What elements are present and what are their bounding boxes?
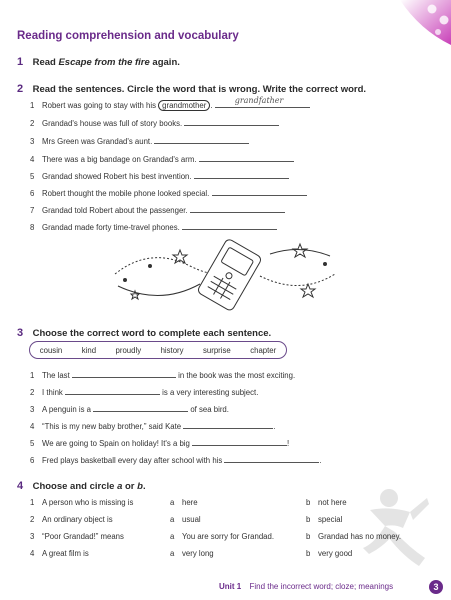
answer-line[interactable]	[224, 454, 319, 463]
answer-line[interactable]	[190, 204, 285, 213]
option-b[interactable]: b not here	[306, 498, 347, 507]
handwritten-answer: grandfather	[234, 96, 284, 105]
list-item: 4 “This is my new baby brother,” said Kate .	[30, 422, 276, 431]
page-footer	[219, 582, 393, 591]
list-item: 6 Fred plays basketball every day after school with his .	[30, 456, 322, 465]
answer-line[interactable]	[194, 170, 289, 179]
footer-description: Find the incorrect word; cloze; meanings	[249, 582, 394, 591]
page-number: 3	[429, 580, 443, 594]
phone-illustration	[110, 236, 340, 312]
answer-line[interactable]	[72, 369, 176, 378]
list-item: 2 Grandad's house was full of story books.	[30, 117, 279, 128]
section-instruction: Choose and circle a or b.	[32, 481, 146, 492]
section-instruction: Choose the correct word to complete each sentence.	[32, 328, 272, 339]
list-item: 3 A penguin is a of sea bird.	[30, 405, 229, 414]
option-b[interactable]: b special	[306, 515, 343, 524]
list-item: 7 Grandad told Robert about the passenger.	[30, 204, 285, 215]
section-number: 1	[17, 56, 24, 68]
answer-line[interactable]	[93, 403, 188, 412]
word-option: kind	[81, 345, 97, 355]
list-item: 6 Robert thought the mobile phone looked special.	[30, 187, 307, 198]
word-option: cousin	[39, 345, 63, 355]
answer-line[interactable]	[212, 187, 307, 196]
list-item: 4 A great film is	[30, 549, 89, 558]
footer-unit: Unit 1	[219, 582, 242, 591]
section-instruction: Read Escape from the fire again.	[32, 57, 180, 68]
word-box	[29, 341, 287, 359]
list-item: 2 I think is a very interesting subject.	[30, 388, 259, 397]
option-b[interactable]: b very good	[306, 549, 353, 558]
section-number: 2	[17, 83, 24, 95]
list-item: 3 Mrs Green was Grandad's aunt.	[30, 135, 249, 146]
list-item: 1 The last in the book was the most exciting.	[30, 371, 296, 380]
list-item: 5 We are going to Spain on holiday! It's a big !	[30, 439, 290, 448]
word-option: history	[160, 345, 184, 355]
option-a[interactable]: a usual	[170, 515, 201, 524]
list-item: 5 Grandad showed Robert his best invention.	[30, 170, 289, 181]
page-title: Reading comprehension and vocabulary	[17, 30, 239, 42]
list-item: 8 Grandad made forty time-travel phones.	[30, 221, 277, 232]
answer-line[interactable]	[154, 135, 249, 144]
answer-line[interactable]	[192, 437, 287, 446]
list-item: 4 There was a big bandage on Grandad's arm.	[30, 153, 294, 164]
section-number: 4	[17, 480, 24, 492]
answer-line[interactable]	[65, 386, 160, 395]
answer-line[interactable]	[183, 420, 273, 429]
option-a[interactable]: a very long	[170, 549, 214, 558]
list-item: 1 Robert was going to stay with his grandmother . grandfather	[30, 99, 310, 110]
word-option: proudly	[115, 345, 142, 355]
answer-line[interactable]	[199, 153, 294, 162]
list-item: 2 An ordinary object is	[30, 515, 113, 524]
circled-word: grandmother	[158, 100, 210, 111]
section-instruction: Read the sentences. Circle the word that is wrong. Write the correct word.	[32, 84, 367, 95]
list-item: 3 “Poor Grandad!” means	[30, 532, 124, 541]
answer-line[interactable]	[182, 221, 277, 230]
answer-line[interactable]	[184, 117, 279, 126]
answer-line[interactable]	[215, 96, 310, 108]
word-option: surprise	[203, 345, 231, 355]
option-a[interactable]: a here	[170, 498, 198, 507]
section-number: 3	[17, 327, 24, 339]
corner-decoration	[380, 0, 451, 45]
section-1-heading	[17, 52, 180, 70]
section-2-heading	[17, 79, 366, 97]
word-option: chapter	[250, 345, 277, 355]
option-b[interactable]: b Grandad has no money.	[306, 532, 402, 541]
section-4-heading	[17, 476, 146, 494]
section-3-heading	[17, 323, 271, 341]
figure-decoration	[355, 488, 430, 570]
list-item: 1 A person who is missing is	[30, 498, 134, 507]
option-a[interactable]: a You are sorry for Grandad.	[170, 532, 275, 541]
